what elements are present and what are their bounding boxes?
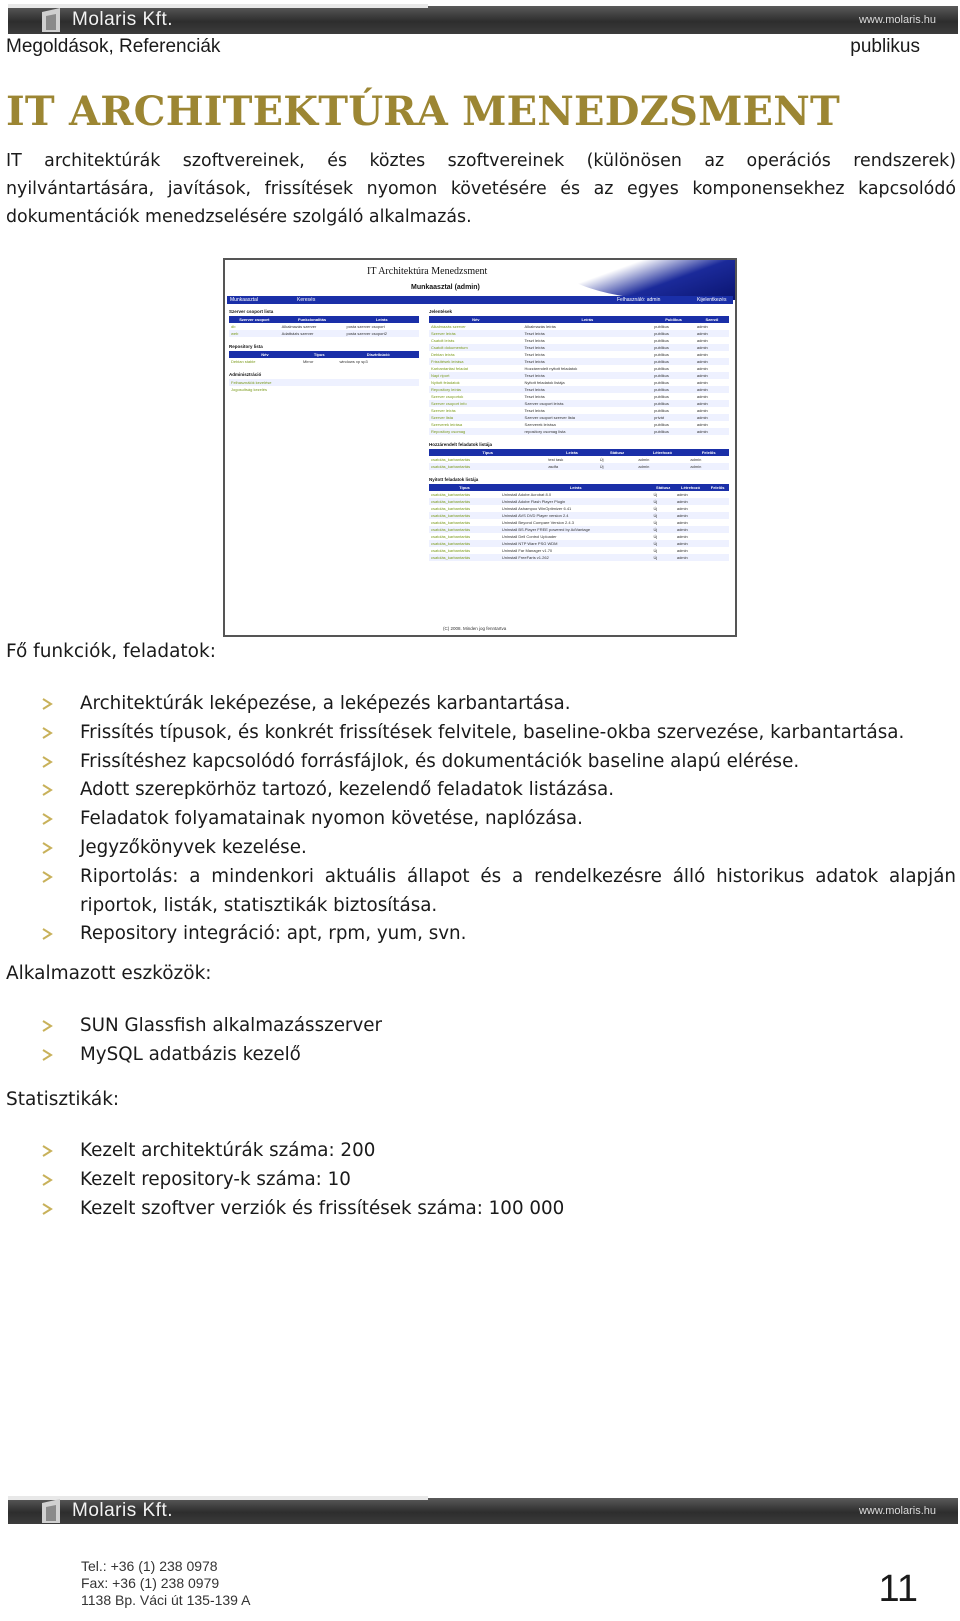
screenshot-nav-item: Felhasználó: admin <box>617 297 661 303</box>
table-row: csatolás_karbantartás Uninstall Ashampoo WinOptimizer 6.41 Új admin <box>431 506 688 511</box>
table-row: Szerver csoport info Szerver csoport leírás publikus admin <box>429 400 729 407</box>
table-row: Csatolt leírás Teszt leírás publikus admin <box>431 338 708 343</box>
table-row: csatolás_karbantartás Uninstall Adobe Flash Player Plugin Új admin <box>429 498 729 505</box>
table-row: Csatolt dokumentum Teszt leírás publikus admin <box>429 344 729 351</box>
list-item <box>40 920 956 949</box>
chevron-bullet-icon <box>41 783 55 797</box>
screenshot-table: Név Típus Disztribúció Debian stable Mirror windows xp sp3 <box>229 351 419 365</box>
screenshot-label: Repository lista <box>229 344 263 349</box>
intro-paragraph: IT architektúrák szoftvereinek, és köztes szoftvereinek (különösen az operációs rendszerek) nyilvántartására, javítások, frissítések nyomon követésére és az egyes komponensekhez kapcsolódó dokumentációk menedzselésére szolgáló alkalmazás. <box>6 151 956 227</box>
screenshot-nav <box>227 296 733 304</box>
list-item-text: Kezelt szoftver verziók és frissítések száma: 100 000 <box>80 1197 565 1219</box>
chevron-bullet-icon <box>41 1048 55 1062</box>
list-item <box>40 834 956 863</box>
screenshot-nav-item: Munkaasztal <box>230 297 259 303</box>
table-row: Karbantartási feladat Hozzárendelt nyitott feladatok publikus admin <box>431 366 708 371</box>
table-row: csatolás_karbantartás Uninstall Adobe Acrobat 8.0 Új admin <box>431 492 688 497</box>
list-item <box>40 690 956 719</box>
functions-list <box>40 690 956 949</box>
table-row: Napi riport Teszt leírás publikus admin <box>429 372 729 379</box>
table-row: csatolás_karbantartás test task Új admin admin <box>431 457 702 462</box>
footer-website-link[interactable]: www.molaris.hu <box>858 1505 936 1517</box>
list-item-text: Frissítéshez kapcsolódó forrásfájlok, és dokumentációk baseline alapú elérése. <box>80 750 800 772</box>
screenshot-label: Szerver csoport lista <box>229 309 274 314</box>
logo-text: Molaris Kft. <box>72 1500 174 1521</box>
list-item-text: Architektúrák leképezése, a leképezés karbantartása. <box>80 693 571 714</box>
list-item <box>40 1041 956 1070</box>
screenshot-table: Szerver csoport Funkcionalitás Leírás db Alkalmazás szerver posta szerver csoport web Adatbázis szerver posta szerver csoport2 <box>229 316 419 337</box>
list-item <box>40 1137 956 1166</box>
table-row: Repository leírás Teszt leírás publikus admin <box>429 386 729 393</box>
screenshot-label: Nyitott feladatok listája <box>429 477 479 482</box>
list-item-text: Frissítés típusok, és konkrét frissítések felvitele, baseline-okba szervezése, karbantartása. <box>80 721 905 743</box>
table-row: Nyitott feladatok Nyitott feladatok listája publikus admin <box>431 380 708 385</box>
screenshot-right-column <box>429 308 729 561</box>
list-item-text: Riportolás: a mindenkori aktuális állapot és a rendelkezésre álló historikus adatok alapján riportok, listák, statisztikák biztosítása. <box>80 865 956 916</box>
logo-mark-icon <box>38 6 66 34</box>
company-logo <box>38 6 173 34</box>
screenshot-nav-item: Kijelentkezés <box>697 297 727 303</box>
page-number: 11 <box>878 1568 918 1610</box>
table-row: csatolás_karbantartás Uninstall NTP Ware PSG WDM Új admin <box>429 540 729 547</box>
page-title: IT ARCHITEKTÚRA MENEDZSMENT <box>6 88 840 135</box>
list-item <box>40 863 956 921</box>
chevron-bullet-icon <box>41 1173 55 1187</box>
table-row: Frissítések leírása Teszt leírás publikus admin <box>429 358 729 365</box>
table-row: Szerver csoportok Teszt leírás publikus admin <box>431 394 708 399</box>
list-item <box>40 1195 956 1224</box>
list-item-text: Adott szerepkörhöz tartozó, kezelendő feladatok listázása. <box>80 779 615 801</box>
table-row: Szerverek leírása Szerverek leírása publikus admin <box>431 422 708 427</box>
functions-heading: Fő funkciók, feladatok: <box>6 641 216 662</box>
screenshot-assigned-tasks-table: Típus Leírás Státusz Létrehozó Felelős csatolás_karbantartás test task Új admin admin csatolás_karbantartás asdfa Új admin admin <box>429 449 729 470</box>
table-row: Szerver leírás Teszt leírás publikus admin <box>429 330 729 337</box>
website-link[interactable]: www.molaris.hu <box>858 14 936 26</box>
chevron-bullet-icon <box>41 870 55 884</box>
list-item <box>40 1166 956 1195</box>
bottom-footer-band <box>8 1498 958 1524</box>
list-item-text: Feladatok folyamatainak nyomon követése, naplózása. <box>80 808 583 830</box>
screenshot-swoosh <box>555 260 735 300</box>
chevron-bullet-icon <box>41 1202 55 1216</box>
stats-list <box>40 1137 956 1223</box>
table-row: csatolás_karbantartás Uninstall BS.Player FREE powered by AdVantage Új admin <box>429 526 729 533</box>
table-row: csatolás_karbantartás Uninstall Dell Control Uploader Új admin <box>431 534 688 539</box>
screenshot-footer: (C) 2008. Minden jog fenntartva <box>443 626 507 631</box>
application-screenshot <box>223 258 737 637</box>
list-item-text: MySQL adatbázis kezelő <box>80 1043 301 1065</box>
tools-list <box>40 1012 956 1070</box>
table-row: csatolás_karbantartás Uninstall AVS DVD Player version 2.4 Új admin <box>429 512 729 519</box>
chevron-bullet-icon <box>41 1019 55 1033</box>
table-row: Repository csomag repository csomag lista publikus admin <box>429 428 729 435</box>
table-row: Szerver leírás Teszt leírás publikus admin <box>431 408 708 413</box>
screenshot-label: Jelentések <box>429 309 453 314</box>
list-item-text: Kezelt repository-k száma: 10 <box>80 1168 351 1190</box>
screenshot-label: Adminisztráció <box>229 372 262 377</box>
screenshot-open-tasks-table: Típus Leírás Státusz Létrehozó Felelős csatolás_karbantartás Uninstall Adobe Acrobat 8.0 Új admin csatolás_karbantartás Uninstall Adobe Flash Player Plugin Új admin csatolás_karbantartás Uninstall Ashampoo WinOptimizer 6.41 Új admin csatolás_karbantartás Uninstall AVS DVD Player version 2.4 Új admin csatolás_karbantartás Uninstall Beyond Compare Version 2.4.3 Új admin csatolás_karbantartás Uninstall BS.Player FREE powered by AdVantage Új admin csatolás_karbantartás Uninstall Dell Control Uploader Új admin csatolás_karbantartás Uninstall NTP Ware PSG WDM Új admin csatolás_karbantartás Uninstall Far Manager v1.70 Új admin csatolás_karbantartás Uninstall FreeFarts v1.262 Új admin <box>429 484 729 561</box>
screenshot-left-column <box>229 308 419 393</box>
list-item-text: Repository integráció: apt, rpm, yum, svn. <box>80 923 467 945</box>
screenshot-header <box>225 260 735 300</box>
table-row: Szerver lista Szerver csoport szerver lista privát admin <box>429 414 729 421</box>
chevron-bullet-icon <box>41 812 55 826</box>
list-item <box>40 1012 956 1041</box>
contact-fax: Fax: +36 (1) 238 0979 <box>81 1575 220 1591</box>
table-row: csatolás_karbantartás asdfa Új admin admin <box>429 463 729 470</box>
list-item-text: Jegyzőkönyvek kezelése. <box>80 836 307 858</box>
section-label: Megoldások, Referenciák <box>6 36 221 57</box>
list-item-text: SUN Glassfish alkalmazásszerver <box>80 1015 383 1036</box>
screenshot-admin-links: Felhasználók kezelése Jogosultság kezelés <box>229 379 419 393</box>
table-row: csatolás_karbantartás Uninstall Beyond Compare Version 2.4.3 Új admin <box>431 520 688 525</box>
table-row: csatolás_karbantartás Uninstall Far Manager v1.70 Új admin <box>431 548 688 553</box>
footer-logo <box>38 1497 173 1525</box>
chevron-bullet-icon <box>41 927 55 941</box>
screenshot-title: IT Architektúra Menedzsment <box>367 266 488 277</box>
screenshot-reports-table: Név Leírás Publikus Szerző Alkalmazás szerver Alkalmazás leírás publikus admin Szerver leírás Teszt leírás publikus admin Csatolt leírás Teszt leírás publikus admin Csatolt dokumentum Teszt leírás publikus admin Debian leírás Teszt leírás publikus admin Frissítések leírása Teszt leírás publikus admin Karbantartási feladat Hozzárendelt nyitott feladatok publikus admin Napi riport Teszt leírás publikus admin Nyitott feladatok Nyitott feladatok listája publikus admin Repository leírás Teszt leírás publikus admin Szerver csoportok Teszt leírás publikus admin Szerver csoport info Szerver csoport leírás publikus admin Szerver leírás Teszt leírás publikus admin Szerver lista Szerver csoport szerver lista privát admin Szerverek leírása Szerverek leírása publikus admin Repository csomag repository csomag lista publikus admin <box>429 316 729 435</box>
chevron-bullet-icon <box>41 1144 55 1158</box>
logo-mark-icon <box>38 1497 66 1525</box>
table-row: Debian leírás Teszt leírás publikus admin <box>431 352 708 357</box>
screenshot-subtitle: Munkaasztal (admin) <box>411 284 480 291</box>
list-item <box>40 748 956 777</box>
chevron-bullet-icon <box>41 841 55 855</box>
screenshot-nav-item: Keresés <box>297 297 316 303</box>
chevron-bullet-icon <box>41 697 55 711</box>
list-item <box>40 805 956 834</box>
list-item <box>40 776 956 805</box>
table-row: csatolás_karbantartás Uninstall FreeFarts v1.262 Új admin <box>429 554 729 561</box>
contact-address: 1138 Bp. Váci út 135-139 A <box>81 1592 251 1608</box>
top-header-band <box>8 6 958 34</box>
chevron-bullet-icon <box>41 755 55 769</box>
contact-info <box>81 1558 250 1609</box>
table-row: Alkalmazás szerver Alkalmazás leírás publikus admin <box>431 324 708 329</box>
contact-phone: Tel.: +36 (1) 238 0978 <box>81 1558 218 1574</box>
tools-heading: Alkalmazott eszközök: <box>6 963 212 984</box>
visibility-label: publikus <box>850 36 920 57</box>
chevron-bullet-icon <box>41 726 55 740</box>
list-item <box>40 719 956 748</box>
list-item-text: Kezelt architektúrák száma: 200 <box>80 1140 376 1161</box>
stats-heading: Statisztikák: <box>6 1089 120 1110</box>
screenshot-label: Hozzárendelt feladatok listája <box>429 442 493 447</box>
logo-text: Molaris Kft. <box>72 9 174 30</box>
